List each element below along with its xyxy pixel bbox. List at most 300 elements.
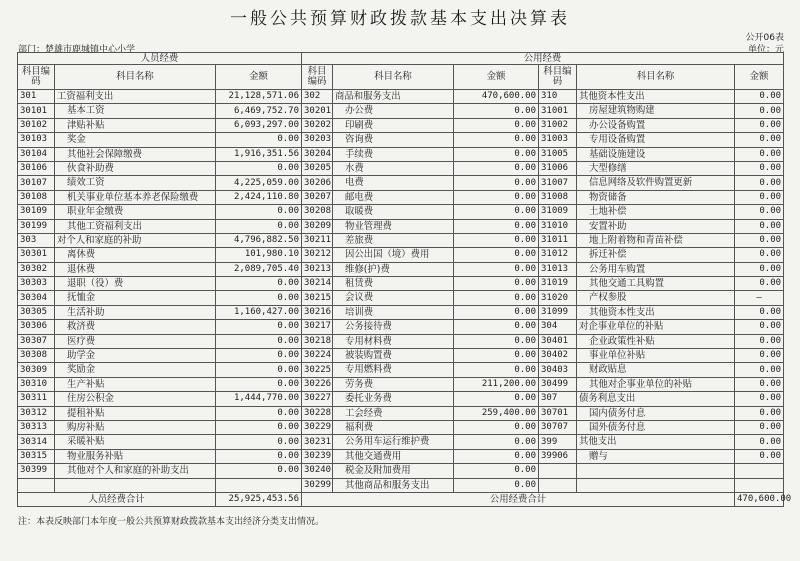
cell-amount: 0.00 xyxy=(216,406,302,420)
table-row xyxy=(18,392,784,406)
cell-code: 30499 xyxy=(539,377,577,391)
cell-amount xyxy=(735,464,784,478)
cell-code: 30231 xyxy=(302,435,333,449)
cell-code: 30229 xyxy=(302,420,333,434)
cell-name: 维修(护)费 xyxy=(333,262,454,276)
cell-amount: 0.00 xyxy=(216,377,302,391)
cell-amount: 0.00 xyxy=(735,377,784,391)
cell-amount: 0.00 xyxy=(735,133,784,147)
cell-code: 30202 xyxy=(302,118,333,132)
cell-name: 提租补贴 xyxy=(55,406,216,420)
cell-code: 30205 xyxy=(302,161,333,175)
cell-amount: 0.00 xyxy=(216,420,302,434)
col-code-header: 科目编码 xyxy=(539,65,577,90)
cell-code: 31001 xyxy=(539,104,577,118)
cell-code: 30108 xyxy=(18,190,55,204)
cell-amount: 0.00 xyxy=(735,420,784,434)
cell-amount: 0.00 xyxy=(735,349,784,363)
cell-name: 公务用车购置 xyxy=(577,262,735,276)
cell-amount: 0.00 xyxy=(735,190,784,204)
cell-amount: 0.00 xyxy=(735,363,784,377)
cell-name: 其他工资福利支出 xyxy=(55,219,216,233)
table-row xyxy=(18,349,784,363)
cell-amount: 0.00 xyxy=(216,363,302,377)
cell-amount: 0.00 xyxy=(454,478,539,492)
table-row xyxy=(18,190,784,204)
cell-amount: 0.00 xyxy=(735,248,784,262)
cell-name: 公务用车运行维护费 xyxy=(333,435,454,449)
cell-name: 退休费 xyxy=(55,262,216,276)
cell-name: 企业政策性补贴 xyxy=(577,334,735,348)
cell-amount xyxy=(735,478,784,492)
form-number: 公开06表 xyxy=(745,33,784,43)
cell-name: 工资福利支出 xyxy=(55,90,216,104)
cell-name: 债务利息支出 xyxy=(577,392,735,406)
cell-name: 税金及附加费用 xyxy=(333,464,454,478)
cell-code xyxy=(18,478,55,492)
table-row xyxy=(18,305,784,319)
cell-name: 产权参股 xyxy=(577,291,735,305)
cell-code: 307 xyxy=(539,392,577,406)
cell-code: 302 xyxy=(302,90,333,104)
cell-amount: 211,200.00 xyxy=(454,377,539,391)
cell-code: 30315 xyxy=(18,449,55,463)
table-row xyxy=(18,478,784,492)
cell-name: 财政贴息 xyxy=(577,363,735,377)
cell-name: 伙食补助费 xyxy=(55,161,216,175)
cell-name: 水费 xyxy=(333,161,454,175)
cell-amount: 0.00 xyxy=(216,349,302,363)
cell-code: 30401 xyxy=(539,334,577,348)
cell-name: 生活补助 xyxy=(55,305,216,319)
table-row xyxy=(18,406,784,420)
cell-name: 其他对企事业单位的补贴 xyxy=(577,377,735,391)
cell-code: 30207 xyxy=(302,190,333,204)
cell-code: 31020 xyxy=(539,291,577,305)
cell-amount: 0.00 xyxy=(735,392,784,406)
cell-code: 30227 xyxy=(302,392,333,406)
cell-amount: 0.00 xyxy=(216,205,302,219)
cell-amount: 0.00 xyxy=(454,349,539,363)
cell-name: 抚恤金 xyxy=(55,291,216,305)
cell-code: 31010 xyxy=(539,219,577,233)
cell-name: 印刷费 xyxy=(333,118,454,132)
cell-name: 救济费 xyxy=(55,320,216,334)
cell-code: 30299 xyxy=(302,478,333,492)
cell-amount: 0.00 xyxy=(735,118,784,132)
cell-name: 其他资本性支出 xyxy=(577,305,735,319)
cell-code: 30213 xyxy=(302,262,333,276)
cell-name: 手续费 xyxy=(333,147,454,161)
table-row xyxy=(18,147,784,161)
cell-name: 公务接待费 xyxy=(333,320,454,334)
cell-code: 30203 xyxy=(302,133,333,147)
cell-amount: 0.00 xyxy=(735,205,784,219)
cell-code: 30216 xyxy=(302,305,333,319)
cell-name: 职业年金缴费 xyxy=(55,205,216,219)
cell-name: 其他交通费用 xyxy=(333,449,454,463)
cell-code: 303 xyxy=(18,233,55,247)
cell-amount: 0.00 xyxy=(216,219,302,233)
cell-amount: 0.00 xyxy=(735,435,784,449)
unit-label: 单位：元 xyxy=(747,45,784,55)
cell-code: 30218 xyxy=(302,334,333,348)
cell-amount: 0.00 xyxy=(735,406,784,420)
cell-code: 399 xyxy=(539,435,577,449)
cell-amount: 0.00 xyxy=(454,277,539,291)
cell-code: 31013 xyxy=(539,262,577,276)
cell-code: 30302 xyxy=(18,262,55,276)
table-row xyxy=(18,291,784,305)
cell-amount: 0.00 xyxy=(735,334,784,348)
cell-name: 咨询费 xyxy=(333,133,454,147)
table-row xyxy=(18,133,784,147)
cell-name: 委托业务费 xyxy=(333,392,454,406)
cell-code: 30403 xyxy=(539,363,577,377)
cell-name: 奖金 xyxy=(55,133,216,147)
cell-amount: 0.00 xyxy=(454,233,539,247)
col-name-header: 科目名称 xyxy=(333,65,454,90)
table-row xyxy=(18,377,784,391)
cell-code: 30313 xyxy=(18,420,55,434)
col-code-header: 科目编码 xyxy=(302,65,333,90)
cell-code: 30107 xyxy=(18,176,55,190)
public-total-amount: 470,600.00 xyxy=(735,492,784,506)
cell-amount: 101,980.10 xyxy=(216,248,302,262)
cell-code: 31012 xyxy=(539,248,577,262)
cell-amount: 0.00 xyxy=(454,219,539,233)
cell-code: 30402 xyxy=(539,349,577,363)
cell-code: 30102 xyxy=(18,118,55,132)
cell-name: 购房补贴 xyxy=(55,420,216,434)
cell-amount: 0.00 xyxy=(454,392,539,406)
public-total-label: 公用经费合计 xyxy=(302,492,735,506)
cell-amount: 0.00 xyxy=(454,190,539,204)
cell-code: 30101 xyxy=(18,104,55,118)
table-row xyxy=(18,277,784,291)
cell-code: 30204 xyxy=(302,147,333,161)
cell-name: 其他支出 xyxy=(577,435,735,449)
cell-code: 31006 xyxy=(539,161,577,175)
cell-amount: 0.00 xyxy=(454,161,539,175)
cell-amount: 0.00 xyxy=(216,161,302,175)
cell-name: 办公费 xyxy=(333,104,454,118)
cell-name: 生产补贴 xyxy=(55,377,216,391)
cell-name: 土地补偿 xyxy=(577,205,735,219)
cell-amount: 0.00 xyxy=(735,90,784,104)
cell-amount: 0.00 xyxy=(454,435,539,449)
cell-amount: 0.00 xyxy=(216,449,302,463)
cell-amount: 21,128,571.06 xyxy=(216,90,302,104)
cell-code xyxy=(539,464,577,478)
cell-amount: — xyxy=(735,291,784,305)
col-code-header: 科目编码 xyxy=(18,65,55,90)
cell-name: 房屋建筑物购建 xyxy=(577,104,735,118)
cell-code xyxy=(539,478,577,492)
table-row xyxy=(18,449,784,463)
cell-name: 医疗费 xyxy=(55,334,216,348)
col-amount-header: 金额 xyxy=(216,65,302,90)
cell-amount: 0.00 xyxy=(735,219,784,233)
cell-name xyxy=(577,464,735,478)
cell-code: 30217 xyxy=(302,320,333,334)
cell-code: 30701 xyxy=(539,406,577,420)
cell-name xyxy=(577,478,735,492)
cell-code: 30209 xyxy=(302,219,333,233)
table-row xyxy=(18,118,784,132)
cell-code: 30211 xyxy=(302,233,333,247)
cell-code: 30399 xyxy=(18,464,55,478)
cell-name: 电费 xyxy=(333,176,454,190)
cell-code: 30303 xyxy=(18,277,55,291)
cell-name: 邮电费 xyxy=(333,190,454,204)
cell-name: 大型修缮 xyxy=(577,161,735,175)
cell-amount: 0.00 xyxy=(735,104,784,118)
cell-code: 31002 xyxy=(539,118,577,132)
footnote: 注：本表反映部门本年度一般公共预算财政拨款基本支出经济分类支出情况。 xyxy=(18,517,325,527)
cell-code: 30312 xyxy=(18,406,55,420)
cell-code: 30301 xyxy=(18,248,55,262)
cell-name: 信息网络及软件购置更新 xyxy=(577,176,735,190)
cell-code: 31019 xyxy=(539,277,577,291)
cell-name: 专用材料费 xyxy=(333,334,454,348)
cell-amount: 0.00 xyxy=(216,320,302,334)
cell-name: 培训费 xyxy=(333,305,454,319)
cell-name: 其他社会保障缴费 xyxy=(55,147,216,161)
cell-code: 31005 xyxy=(539,147,577,161)
cell-code: 30314 xyxy=(18,435,55,449)
personnel-total-label: 人员经费合计 xyxy=(18,492,216,506)
cell-name: 物业服务补贴 xyxy=(55,449,216,463)
cell-code: 30310 xyxy=(18,377,55,391)
cell-amount: 0.00 xyxy=(454,291,539,305)
cell-amount: 0.00 xyxy=(454,363,539,377)
cell-amount: 6,093,297.00 xyxy=(216,118,302,132)
cell-amount: 0.00 xyxy=(735,147,784,161)
cell-name: 国外债务付息 xyxy=(577,420,735,434)
table-row xyxy=(18,104,784,118)
table-row xyxy=(18,161,784,175)
cell-amount: 0.00 xyxy=(735,449,784,463)
cell-code: 30308 xyxy=(18,349,55,363)
cell-amount: 0.00 xyxy=(454,320,539,334)
cell-name: 采暖补贴 xyxy=(55,435,216,449)
cell-code: 30103 xyxy=(18,133,55,147)
cell-amount: 4,796,882.50 xyxy=(216,233,302,247)
cell-code: 30104 xyxy=(18,147,55,161)
cell-name: 会议费 xyxy=(333,291,454,305)
cell-code: 30106 xyxy=(18,161,55,175)
cell-name: 商品和服务支出 xyxy=(333,90,454,104)
cell-code: 30214 xyxy=(302,277,333,291)
cell-name: 被装购置费 xyxy=(333,349,454,363)
personnel-total-amount: 25,925,453.56 xyxy=(216,492,302,506)
cell-code: 30306 xyxy=(18,320,55,334)
cell-code: 30239 xyxy=(302,449,333,463)
cell-name: 津贴补贴 xyxy=(55,118,216,132)
cell-amount: 0.00 xyxy=(454,420,539,434)
cell-amount: 6,469,752.70 xyxy=(216,104,302,118)
cell-amount: 0.00 xyxy=(735,277,784,291)
cell-code: 30307 xyxy=(18,334,55,348)
totals-row xyxy=(18,492,784,506)
cell-amount: 0.00 xyxy=(216,133,302,147)
cell-code: 310 xyxy=(539,90,577,104)
cell-name: 基础设施建设 xyxy=(577,147,735,161)
cell-name: 专用燃料费 xyxy=(333,363,454,377)
cell-name: 差旅费 xyxy=(333,233,454,247)
cell-amount: 470,600.00 xyxy=(454,90,539,104)
cell-name: 事业单位补贴 xyxy=(577,349,735,363)
cell-code: 30201 xyxy=(302,104,333,118)
col-amount-header: 金额 xyxy=(735,65,784,90)
cell-name: 租赁费 xyxy=(333,277,454,291)
personnel-header: 人员经费 xyxy=(18,53,302,65)
cell-amount: 0.00 xyxy=(735,161,784,175)
cell-name: 办公设备购置 xyxy=(577,118,735,132)
cell-amount: 0.00 xyxy=(216,464,302,478)
cell-name: 对企事业单位的补贴 xyxy=(577,320,735,334)
cell-amount xyxy=(216,478,302,492)
cell-name: 工会经费 xyxy=(333,406,454,420)
cell-name: 物资储备 xyxy=(577,190,735,204)
table-row xyxy=(18,363,784,377)
cell-amount: 0.00 xyxy=(454,104,539,118)
cell-amount: 0.00 xyxy=(735,233,784,247)
cell-code: 30225 xyxy=(302,363,333,377)
cell-name: 住房公积金 xyxy=(55,392,216,406)
cell-amount: 0.00 xyxy=(735,320,784,334)
cell-name: 安置补助 xyxy=(577,219,735,233)
cell-amount: 0.00 xyxy=(454,262,539,276)
cell-code: 30240 xyxy=(302,464,333,478)
expenditure-table xyxy=(17,52,792,507)
report-title: 一般公共预算财政拨款基本支出决算表 xyxy=(230,9,570,29)
cell-name: 专用设备购置 xyxy=(577,133,735,147)
cell-name: 绩效工资 xyxy=(55,176,216,190)
table-row xyxy=(18,205,784,219)
cell-amount: 0.00 xyxy=(454,305,539,319)
cell-amount: 2,089,705.40 xyxy=(216,262,302,276)
cell-code: 30707 xyxy=(539,420,577,434)
cell-name: 对个人和家庭的补助 xyxy=(55,233,216,247)
cell-name xyxy=(55,478,216,492)
table-row xyxy=(18,248,784,262)
department-label: 部门：楚雄市鹿城镇中心小学 xyxy=(18,45,136,55)
cell-name: 其他资本性支出 xyxy=(577,90,735,104)
cell-code: 30305 xyxy=(18,305,55,319)
cell-code: 30309 xyxy=(18,363,55,377)
cell-amount: 0.00 xyxy=(454,118,539,132)
cell-code: 31007 xyxy=(539,176,577,190)
cell-code: 30206 xyxy=(302,176,333,190)
cell-name: 退职（役）费 xyxy=(55,277,216,291)
cell-code: 39906 xyxy=(539,449,577,463)
cell-name: 机关事业单位基本养老保险缴费 xyxy=(55,190,216,204)
cell-amount: 1,444,770.00 xyxy=(216,392,302,406)
cell-name: 国内债务付息 xyxy=(577,406,735,420)
table-row xyxy=(18,219,784,233)
cell-name: 因公出国（境）费用 xyxy=(333,248,454,262)
cell-amount: 259,400.00 xyxy=(454,406,539,420)
cell-code: 31099 xyxy=(539,305,577,319)
cell-amount: 0.00 xyxy=(216,291,302,305)
cell-code: 31009 xyxy=(539,205,577,219)
cell-amount: 0.00 xyxy=(454,147,539,161)
cell-name: 其他商品和服务支出 xyxy=(333,478,454,492)
cell-amount: 0.00 xyxy=(454,176,539,190)
cell-code: 30208 xyxy=(302,205,333,219)
table-row xyxy=(18,262,784,276)
col-name-header: 科目名称 xyxy=(55,65,216,90)
cell-name: 取暖费 xyxy=(333,205,454,219)
table-row xyxy=(18,334,784,348)
cell-code: 30311 xyxy=(18,392,55,406)
cell-name: 地上附着物和青苗补偿 xyxy=(577,233,735,247)
table-row xyxy=(18,464,784,478)
cell-amount: 1,916,351.56 xyxy=(216,147,302,161)
cell-code: 30212 xyxy=(302,248,333,262)
cell-code: 30226 xyxy=(302,377,333,391)
cell-code: 30228 xyxy=(302,406,333,420)
col-amount-header: 金额 xyxy=(454,65,539,90)
cell-amount: 0.00 xyxy=(216,277,302,291)
cell-name: 福利费 xyxy=(333,420,454,434)
cell-amount: 0.00 xyxy=(454,133,539,147)
cell-code: 30109 xyxy=(18,205,55,219)
cell-code: 301 xyxy=(18,90,55,104)
cell-name: 其他对个人和家庭的补助支出 xyxy=(55,464,216,478)
cell-name: 基本工资 xyxy=(55,104,216,118)
table-row xyxy=(18,176,784,190)
cell-amount: 1,160,427.00 xyxy=(216,305,302,319)
cell-name: 赠与 xyxy=(577,449,735,463)
cell-code: 31003 xyxy=(539,133,577,147)
cell-amount: 0.00 xyxy=(454,205,539,219)
cell-amount: 0.00 xyxy=(216,435,302,449)
cell-amount: 0.00 xyxy=(454,449,539,463)
cell-amount: 0.00 xyxy=(216,334,302,348)
cell-amount: 0.00 xyxy=(735,305,784,319)
cell-amount: 2,424,110.80 xyxy=(216,190,302,204)
table-row xyxy=(18,90,784,104)
table-row xyxy=(18,233,784,247)
cell-code: 31011 xyxy=(539,233,577,247)
cell-code: 304 xyxy=(539,320,577,334)
col-name-header: 科目名称 xyxy=(577,65,735,90)
cell-name: 离休费 xyxy=(55,248,216,262)
cell-name: 物业管理费 xyxy=(333,219,454,233)
cell-amount: 0.00 xyxy=(454,464,539,478)
cell-amount: 4,225,059.00 xyxy=(216,176,302,190)
cell-amount: 0.00 xyxy=(735,176,784,190)
cell-amount: 0.00 xyxy=(735,262,784,276)
cell-name: 其他交通工具购置 xyxy=(577,277,735,291)
public-header: 公用经费 xyxy=(302,53,784,65)
table-row xyxy=(18,320,784,334)
cell-code: 30215 xyxy=(302,291,333,305)
table-row xyxy=(18,435,784,449)
table-row xyxy=(18,420,784,434)
cell-name: 助学金 xyxy=(55,349,216,363)
cell-name: 奖励金 xyxy=(55,363,216,377)
cell-code: 30224 xyxy=(302,349,333,363)
cell-code: 31008 xyxy=(539,190,577,204)
cell-name: 拆迁补偿 xyxy=(577,248,735,262)
cell-amount: 0.00 xyxy=(454,334,539,348)
cell-name: 劳务费 xyxy=(333,377,454,391)
cell-amount: 0.00 xyxy=(454,248,539,262)
